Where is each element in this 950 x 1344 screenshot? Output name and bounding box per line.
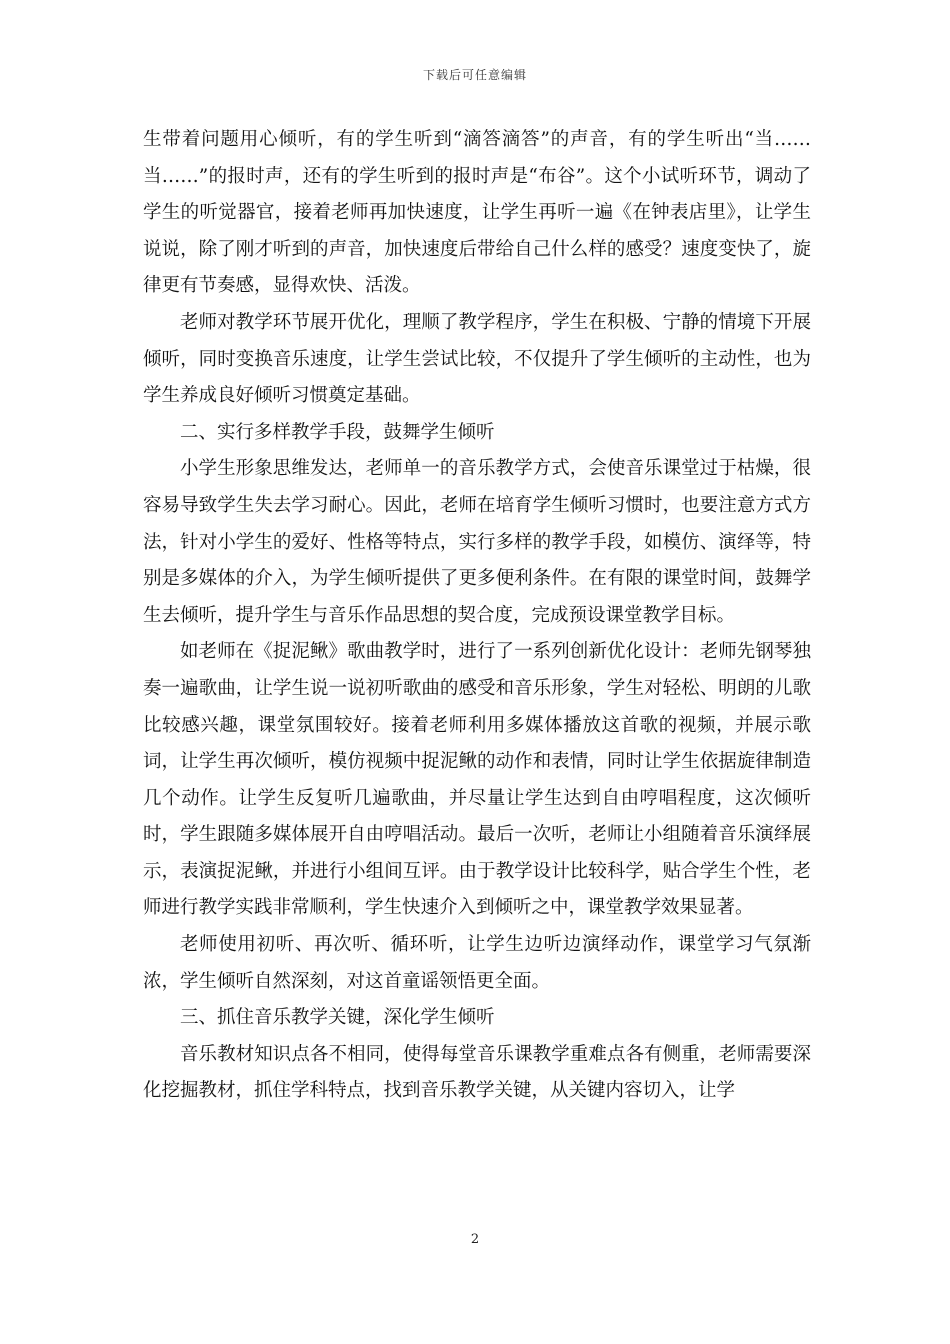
body-paragraph: 老师使用初听、再次听、循环听，让学生边听边演绎动作，课堂学习气氛渐浓，学生倾听自然深刻，对这首童谣领悟更全面。 [143, 934, 811, 992]
body-paragraph: 老师对教学环节展开优化，理顺了教学程序，学生在积极、宁静的情境下开展倾听，同时变换音乐速度，让学生尝试比较，不仅提升了学生倾听的主动性，也为学生养成良好倾听习惯奠定基础。 [143, 311, 811, 407]
section-heading: 三、抓住音乐教学关键，深化学生倾听 [180, 1007, 495, 1029]
body-paragraph: 生带着问题用心倾听，有的学生听到“滴答滴答”的声音，有的学生听出“当……当……”的报时声，还有的学生听到的报时声是“布谷”。这个小试听环节，调动了学生的听觉器官，接着老师再加快速度，让学生再听一遍《在钟表店里》，让学生说说，除了刚才听到的声音，加快速度后带给自己什么样的感受？速度变快了，旋律更有节奏感，显得欢快、活泼。 [143, 129, 811, 297]
body-paragraph: 小学生形象思维发达，老师单一的音乐教学方式，会使音乐课堂过于枯燥，很容易导致学生失去学习耐心。因此，老师在培育学生倾听习惯时，也要注意方式方法，针对小学生的爱好、性格等特点，实行多样的教学手段，如模仿、演绎等，特别是多媒体的介入，为学生倾听提供了更多便利条件。在有限的课堂时间，鼓舞学生去倾听，提升学生与音乐作品思想的契合度，完成预设课堂教学目标。 [143, 458, 811, 626]
body-paragraph: 如老师在《捉泥鳅》歌曲教学时，进行了一系列创新优化设计：老师先钢琴独奏一遍歌曲，让学生说一说初听歌曲的感受和音乐形象，学生对轻松、明朗的儿歌比较感兴趣，课堂氛围较好。接着老师利用多媒体播放这首歌的视频，并展示歌词，让学生再次倾听，模仿视频中捉泥鳅的动作和表情，同时让学生依据旋律制造几个动作。让学生反复听几遍歌曲，并尽量让学生达到自由哼唱程度，这次倾听时，学生跟随多媒体展开自由哼唱活动。最后一次听，老师让小组随着音乐演绎展示，表演捉泥鳅，并进行小组间互评。由于教学设计比较科学，贴合学生个性，老师进行教学实践非常顺利，学生快速介入到倾听之中，课堂教学效果显著。 [143, 641, 811, 919]
body-paragraph: 音乐教材知识点各不相同，使得每堂音乐课教学重难点各有侧重，老师需要深化挖掘教材，抓住学科特点，找到音乐教学关键，从关键内容切入，让学 [143, 1043, 811, 1102]
document-body [143, 122, 811, 1110]
section-heading: 二、实行多样教学手段，鼓舞学生倾听 [180, 421, 495, 443]
page-header: 下载后可任意编辑 [422, 68, 527, 82]
page-number: 2 [470, 1232, 480, 1247]
